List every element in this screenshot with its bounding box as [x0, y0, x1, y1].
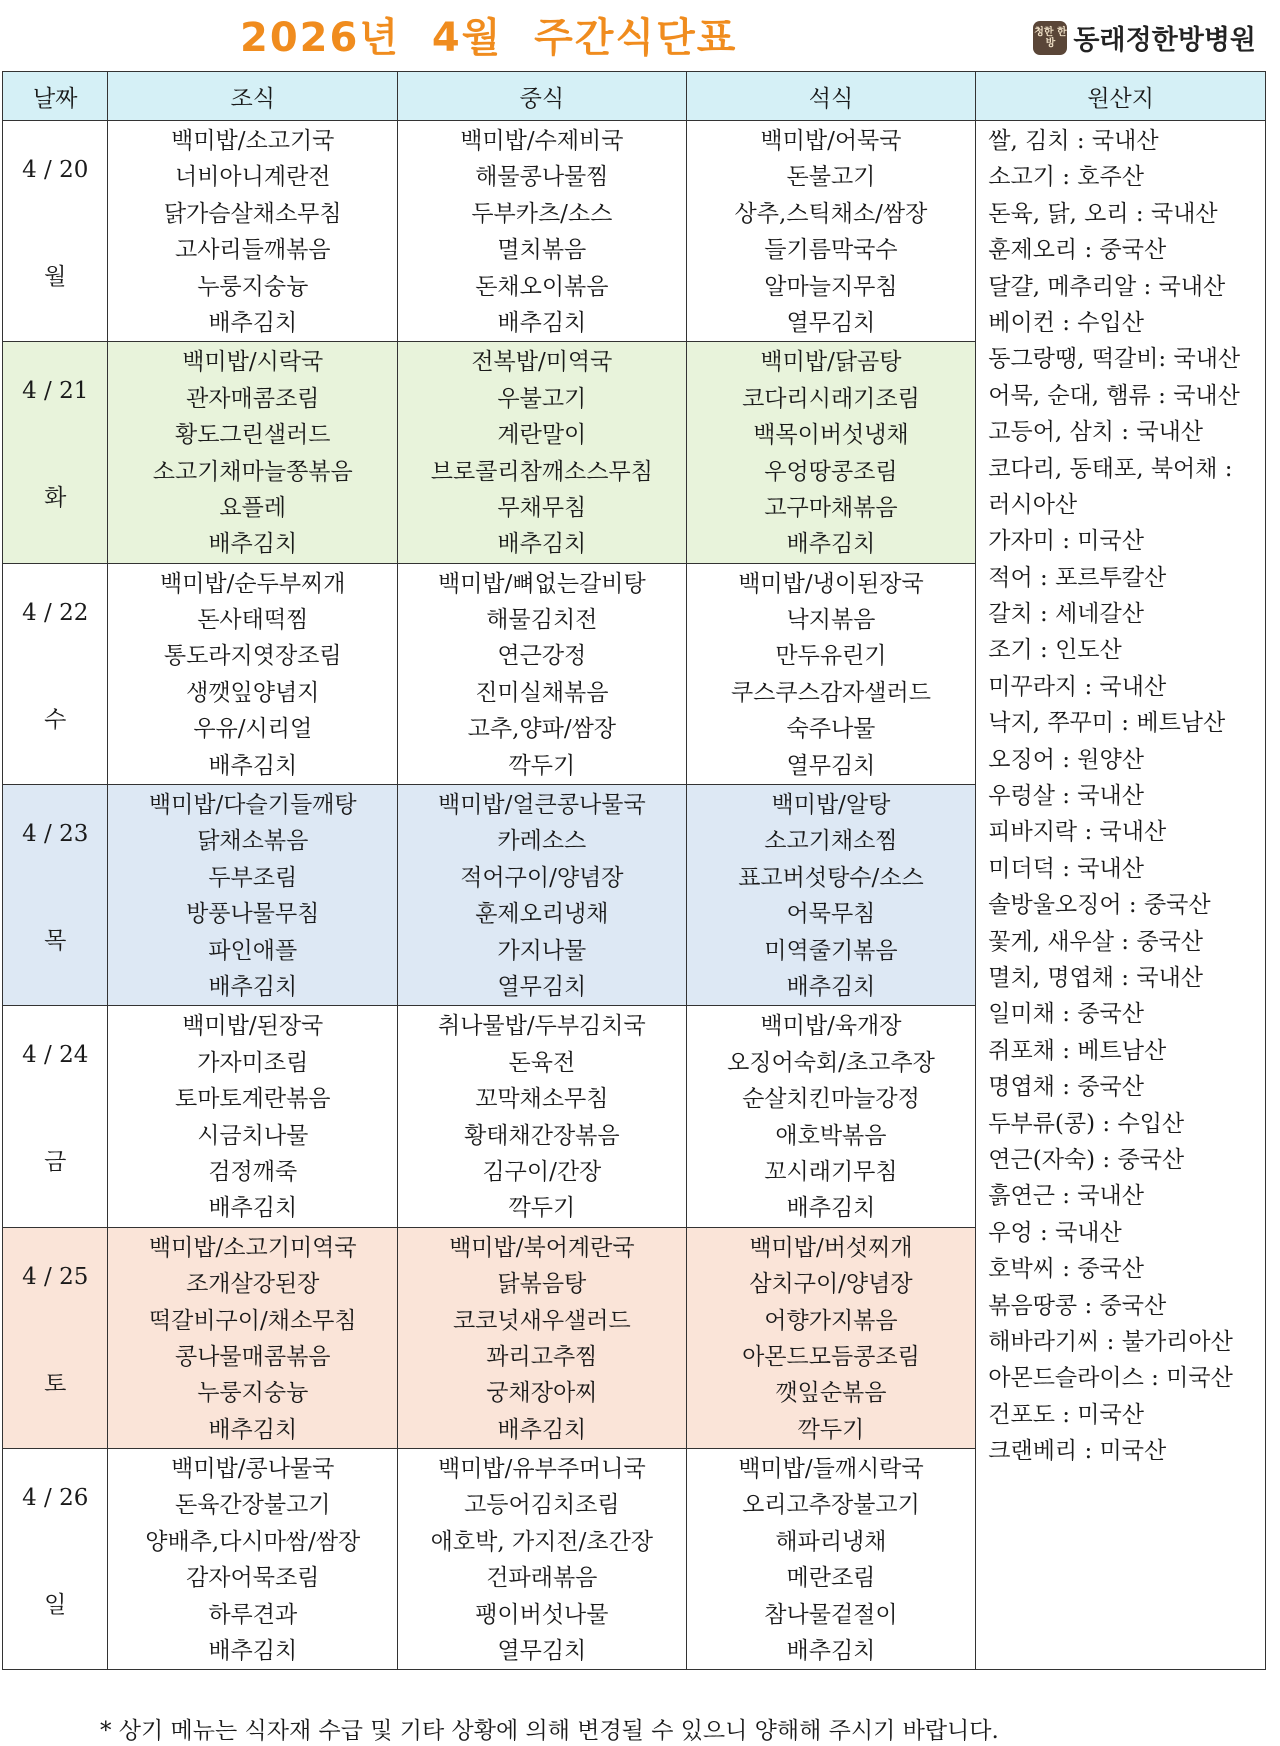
origin-item: 멸치, 명엽채 : 국내산 [988, 964, 1204, 991]
day-cell [3, 563, 108, 784]
menu-item: 백미밥/시락국 [182, 349, 324, 376]
menu-item: 검정깨죽 [208, 1158, 298, 1185]
menu-item: 팽이버섯나물 [475, 1601, 609, 1628]
menu-item: 돈육전 [508, 1049, 576, 1076]
menu-item: 배추김치 [208, 1195, 298, 1222]
menu-item: 방풍나물무침 [186, 901, 320, 928]
day-weekday: 토 [44, 1370, 67, 1397]
menu-item: 백미밥/북어계란국 [449, 1234, 635, 1261]
origin-item: 돈육, 닭, 오리 : 국내산 [988, 200, 1218, 227]
menu-item: 메란조림 [786, 1565, 876, 1592]
day-date: 4 / 25 [22, 1263, 89, 1290]
menu-item: 고사리들깨볶음 [174, 237, 331, 264]
menu-item: 알마늘지무침 [764, 273, 898, 300]
hospital-logo-icon: 청한 한방 [1033, 21, 1067, 55]
menu-item: 취나물밥/두부김치국 [437, 1013, 646, 1040]
menu-item: 깻잎순볶음 [775, 1380, 887, 1407]
origin-item: 건포도 : 미국산 [988, 1401, 1144, 1428]
day-cell [3, 1006, 108, 1227]
menu-item: 멸치볶음 [497, 237, 587, 264]
menu-item: 백미밥/육개장 [760, 1013, 902, 1040]
weekly-menu-table [2, 71, 1266, 1670]
menu-item: 백미밥/콩나물국 [171, 1456, 335, 1483]
menu-item: 떡갈비구이/채소무침 [148, 1307, 357, 1334]
origin-item: 아몬드슬라이스 : 미국산 [988, 1365, 1233, 1392]
menu-item: 두부조림 [208, 864, 298, 891]
menu-item: 고추,양파/쌈장 [467, 716, 617, 743]
day-cell [3, 342, 108, 563]
menu-item: 참나물겉절이 [764, 1601, 898, 1628]
origin-item: 적어 : 포르투칼산 [988, 564, 1167, 591]
menu-item: 우엉땅콩조림 [764, 458, 898, 485]
menu-item: 닭가슴살채소무침 [163, 200, 342, 227]
menu-item: 들기름막국수 [764, 237, 898, 264]
day-weekday: 금 [44, 1149, 67, 1176]
origin-item: 솔방울오징어 : 중국산 [988, 892, 1211, 919]
origin-item: 오징어 : 원양산 [988, 746, 1144, 773]
menu-item: 쿠스쿠스감자샐러드 [730, 679, 931, 706]
lunch-cell [398, 1449, 687, 1670]
dinner-cell [686, 121, 976, 342]
menu-item: 파인애플 [208, 937, 298, 964]
table-header-row [3, 72, 1266, 121]
menu-item: 조개살강된장 [186, 1271, 320, 1298]
menu-item: 열무김치 [786, 752, 876, 779]
dinner-cell [686, 785, 976, 1006]
menu-item: 꼬시래기무침 [764, 1158, 898, 1185]
menu-item: 백미밥/된장국 [182, 1013, 324, 1040]
menu-item: 가지나물 [497, 937, 587, 964]
menu-item: 상추,스틱채소/쌈장 [734, 200, 928, 227]
menu-item: 연근강정 [497, 643, 587, 670]
origin-item: 어묵, 순대, 햄류 : 국내산 [988, 382, 1240, 409]
menu-item: 백미밥/수제비국 [460, 128, 624, 154]
menu-item: 오리고추장불고기 [742, 1492, 920, 1519]
origin-item: 러시아산 [988, 491, 1078, 518]
menu-item: 고구마채볶음 [764, 494, 898, 521]
origin-item: 훈제오리 : 중국산 [988, 237, 1167, 264]
breakfast-cell [108, 1449, 398, 1670]
origin-item: 달걀, 메추리알 : 국내산 [988, 273, 1226, 300]
dinner-cell [686, 1227, 976, 1448]
footnote: * 상기 메뉴는 식자재 수급 및 기타 상황에 의해 변경될 수 있으니 양해해 주시기 바랍니다. [100, 1718, 999, 1744]
menu-item: 양배추,다시마쌈/쌈장 [145, 1528, 361, 1555]
menu-item: 백미밥/순두부찌개 [160, 570, 346, 597]
lunch-cell [398, 342, 687, 563]
lunch-cell [398, 563, 687, 784]
menu-item: 배추김치 [208, 1416, 298, 1443]
menu-item: 백미밥/버섯찌개 [749, 1234, 913, 1261]
menu-item: 두부카츠/소스 [471, 200, 613, 227]
menu-item: 백미밥/다슬기들깨탕 [148, 792, 357, 819]
origin-item: 고등어, 삼치 : 국내산 [988, 419, 1204, 446]
day-cell [3, 121, 108, 342]
origin-item: 소고기 : 호주산 [988, 164, 1144, 191]
menu-item: 닭채소볶음 [197, 828, 309, 855]
menu-item: 훈제오리냉채 [475, 901, 609, 928]
origin-item: 쌀, 김치 : 국내산 [988, 128, 1159, 154]
dinner-cell [686, 1006, 976, 1227]
menu-item: 어묵무침 [786, 901, 876, 928]
table-row [3, 121, 1266, 342]
menu-item: 해물김치전 [486, 607, 598, 634]
menu-item: 코코넛새우샐러드 [452, 1307, 631, 1334]
menu-item: 미역줄기볶음 [764, 937, 898, 964]
menu-item: 토마토계란볶음 [174, 1086, 331, 1113]
menu-item: 꽈리고추찜 [486, 1343, 598, 1370]
menu-item: 돈불고기 [786, 164, 876, 191]
origin-item: 미더덕 : 국내산 [988, 855, 1144, 882]
origin-item: 우렁살 : 국내산 [988, 783, 1144, 810]
menu-item: 만두유린기 [775, 643, 887, 670]
origin-item: 갈치 : 세네갈산 [988, 601, 1144, 628]
col-header-origin: 원산지 [976, 72, 1266, 121]
origin-item: 해바라기씨 : 불가리아산 [988, 1328, 1233, 1355]
menu-item: 배추김치 [208, 752, 298, 779]
menu-item: 관자매콤조림 [186, 385, 320, 412]
origin-item: 흙연근 : 국내산 [988, 1183, 1144, 1210]
origin-item: 동그랑땡, 떡갈비: 국내산 [988, 346, 1241, 373]
origin-item: 두부류(콩) : 수입산 [988, 1110, 1185, 1137]
menu-item: 감자어묵조림 [186, 1565, 320, 1592]
hospital-name: 동래정한방병원 [1073, 25, 1256, 56]
breakfast-cell [108, 1006, 398, 1227]
menu-item: 너비아니계란전 [174, 164, 331, 191]
menu-item: 백미밥/뼈없는갈비탕 [437, 570, 646, 597]
day-weekday: 월 [44, 264, 67, 290]
menu-item: 배추김치 [208, 531, 298, 558]
dinner-cell [686, 342, 976, 563]
menu-item: 배추김치 [208, 309, 298, 336]
menu-item: 무채무침 [497, 494, 587, 521]
menu-item: 배추김치 [497, 531, 587, 558]
menu-item: 배추김치 [786, 973, 876, 1000]
menu-item: 백미밥/어묵국 [760, 128, 902, 154]
origin-item: 가자미 : 미국산 [988, 528, 1144, 555]
hospital-brand [1033, 18, 1256, 57]
origin-item: 명엽채 : 중국산 [988, 1074, 1144, 1101]
lunch-cell [398, 1227, 687, 1448]
origin-item: 피바지락 : 국내산 [988, 819, 1167, 846]
menu-item: 계란말이 [497, 422, 587, 449]
menu-item: 소고기채마늘쫑볶음 [152, 458, 353, 485]
menu-item: 배추김치 [208, 973, 298, 1000]
breakfast-cell [108, 563, 398, 784]
menu-item: 브로콜리참깨소스무침 [430, 458, 653, 485]
menu-item: 누룽지숭늉 [197, 1380, 309, 1407]
menu-item: 시금치나물 [197, 1122, 309, 1149]
breakfast-cell [108, 342, 398, 563]
menu-item: 고등어김치조림 [464, 1492, 620, 1519]
menu-item: 황도그린샐러드 [174, 422, 331, 449]
menu-item: 애호박볶음 [775, 1122, 887, 1149]
menu-item: 배추김치 [208, 1638, 298, 1665]
origin-item: 쥐포채 : 베트남산 [988, 1037, 1167, 1064]
origin-item: 미꾸라지 : 국내산 [988, 673, 1167, 700]
menu-item: 배추김치 [786, 531, 876, 558]
breakfast-cell [108, 785, 398, 1006]
menu-item: 백미밥/얼큰콩나물국 [437, 792, 646, 819]
menu-item: 삼치구이/양념장 [749, 1271, 913, 1298]
menu-item: 오징어숙회/초고추장 [727, 1049, 935, 1076]
dinner-cell [686, 1449, 976, 1670]
menu-item: 전복밥/미역국 [471, 349, 613, 376]
day-cell [3, 1449, 108, 1670]
lunch-cell [398, 1006, 687, 1227]
col-header-lunch: 중식 [398, 72, 687, 121]
origin-item: 볶음땅콩 : 중국산 [988, 1292, 1167, 1319]
lunch-cell [398, 121, 687, 342]
menu-item: 깍두기 [508, 1195, 576, 1222]
origin-item: 낙지, 쭈꾸미 : 베트남산 [988, 710, 1226, 737]
menu-item: 배추김치 [497, 1416, 587, 1443]
menu-item: 진미실채볶음 [475, 679, 609, 706]
menu-item: 건파래볶음 [486, 1565, 598, 1592]
origin-cell [976, 121, 1266, 1670]
breakfast-cell [108, 1227, 398, 1448]
menu-item: 표고버섯탕수/소스 [738, 864, 924, 891]
origin-item: 호박씨 : 중국산 [988, 1256, 1144, 1283]
menu-item: 하루견과 [208, 1601, 298, 1628]
day-weekday: 일 [44, 1592, 67, 1619]
lunch-cell [398, 785, 687, 1006]
menu-item: 카레소스 [497, 828, 587, 855]
menu-item: 우불고기 [497, 385, 587, 412]
menu-item: 배추김치 [786, 1638, 876, 1665]
menu-item: 우유/시리얼 [193, 716, 313, 743]
day-date: 4 / 21 [22, 378, 89, 405]
menu-item: 백미밥/들깨시락국 [738, 1456, 924, 1483]
menu-item: 열무김치 [786, 309, 876, 336]
day-date: 4 / 26 [22, 1485, 89, 1512]
menu-item: 생깻잎양념지 [186, 679, 320, 706]
col-header-breakfast: 조식 [108, 72, 398, 121]
menu-item: 가자미조림 [197, 1049, 309, 1076]
menu-item: 꼬막채소무침 [475, 1086, 609, 1113]
menu-item: 해파리냉채 [775, 1528, 887, 1555]
menu-item: 백미밥/알탕 [771, 792, 891, 819]
menu-item: 코다리시래기조림 [742, 385, 920, 412]
day-date: 4 / 20 [22, 157, 89, 183]
day-date: 4 / 24 [22, 1042, 89, 1069]
menu-item: 배추김치 [786, 1195, 876, 1222]
menu-item: 백미밥/소고기미역국 [148, 1234, 357, 1261]
menu-item: 애호박, 가지전/초간장 [430, 1528, 654, 1555]
menu-item: 백미밥/소고기국 [171, 128, 335, 154]
origin-item: 연근(자숙) : 중국산 [988, 1146, 1185, 1173]
menu-item: 돈채오이볶음 [475, 273, 609, 300]
origin-item: 코다리, 동태포, 북어채 : [988, 455, 1233, 482]
menu-item: 김구이/간장 [482, 1158, 602, 1185]
menu-item: 소고기채소찜 [764, 828, 898, 855]
origin-item: 베이컨 : 수입산 [988, 309, 1144, 336]
col-header-dinner: 석식 [686, 72, 976, 121]
menu-item: 돈육간장불고기 [174, 1492, 331, 1519]
menu-item: 황태채간장볶음 [464, 1122, 620, 1149]
breakfast-cell [108, 121, 398, 342]
menu-item: 숙주나물 [786, 716, 876, 743]
day-cell [3, 1227, 108, 1448]
day-weekday: 수 [44, 706, 67, 733]
day-date: 4 / 22 [22, 599, 89, 626]
menu-item: 어향가지볶음 [764, 1307, 898, 1334]
menu-item: 배추김치 [497, 309, 587, 336]
col-header-date: 날짜 [3, 72, 108, 121]
origin-item: 꽃게, 새우살 : 중국산 [988, 928, 1204, 955]
origin-item: 일미채 : 중국산 [988, 1001, 1144, 1028]
menu-item: 깍두기 [508, 752, 576, 779]
menu-item: 해물콩나물찜 [475, 164, 609, 191]
page-title: 2026년 4월 주간식단표 [240, 15, 738, 61]
menu-item: 콩나물매콤볶음 [174, 1343, 331, 1370]
day-date: 4 / 23 [22, 821, 89, 848]
menu-item: 백미밥/냉이된장국 [738, 570, 924, 597]
menu-item: 백미밥/유부주머니국 [437, 1456, 646, 1483]
menu-item: 누룽지숭늉 [197, 273, 309, 300]
origin-item: 우엉 : 국내산 [988, 1219, 1122, 1246]
menu-item: 백미밥/닭곰탕 [760, 349, 902, 376]
menu-item: 요플레 [219, 494, 287, 521]
menu-item: 돈사태떡찜 [197, 607, 309, 634]
day-weekday: 화 [44, 485, 67, 512]
menu-item: 낙지볶음 [786, 607, 876, 634]
menu-item: 순살치킨마늘강정 [742, 1086, 920, 1113]
menu-item: 열무김치 [497, 1638, 587, 1665]
menu-item: 궁채장아찌 [486, 1380, 598, 1407]
day-cell [3, 785, 108, 1006]
day-weekday: 목 [44, 928, 67, 955]
menu-item: 깍두기 [797, 1416, 865, 1443]
menu-item: 적어구이/양념장 [460, 864, 624, 891]
menu-item: 열무김치 [497, 973, 587, 1000]
menu-item: 백목이버섯냉채 [753, 422, 909, 449]
menu-item: 통도라지엿장조림 [163, 643, 342, 670]
origin-item: 조기 : 인도산 [988, 637, 1122, 664]
menu-item: 닭볶음탕 [497, 1271, 587, 1298]
menu-item: 아몬드모듬콩조림 [742, 1343, 920, 1370]
dinner-cell [686, 563, 976, 784]
origin-item: 크랜베리 : 미국산 [988, 1438, 1167, 1465]
